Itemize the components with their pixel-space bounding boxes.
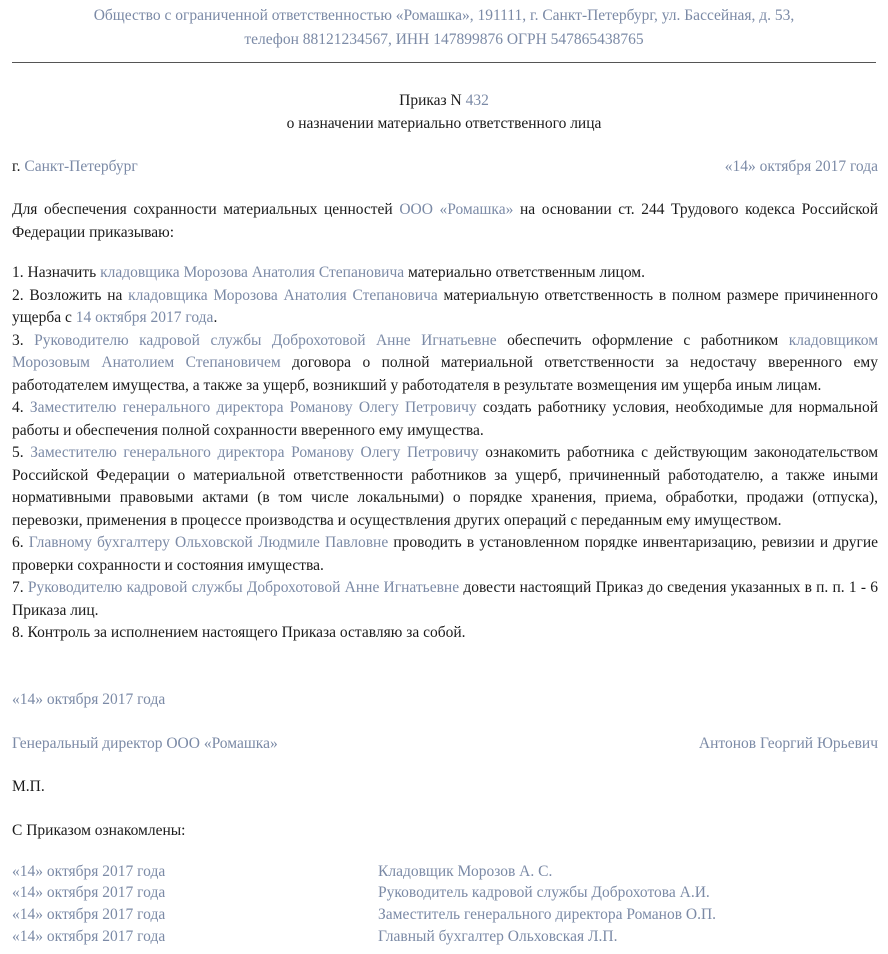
director-name: Антонов Георгий Юрьевич — [698, 735, 878, 752]
item-2-text-mid: материальную ответственность в полном размере причиненного ущерба с — [12, 286, 878, 326]
acq-date-2: «14» октября 2017 года — [12, 884, 166, 901]
item-4-number: 4. — [12, 399, 30, 416]
item-1-text: 1. Назначить — [12, 264, 101, 281]
order-number: 432 — [465, 92, 489, 109]
letterhead-line-2: телефон 88121234567, ИНН 147899876 ОГРН 547865438765 — [244, 31, 644, 48]
preamble — [12, 199, 878, 244]
item-3 — [12, 330, 878, 398]
acq-person-2: Руководитель кадровой службы Доброхотова А.И. — [378, 884, 710, 901]
item-4-fill: Заместителю генерального директора Романову Олегу Петровичу — [29, 399, 477, 416]
item-6-fill: Главному бухгалтеру Ольховской Людмиле Павловне — [28, 534, 389, 551]
item-4-text: создать работнику условия, необходимые для нормальной работы и обеспечения полной сохранности вверенного ему имущества. — [12, 399, 878, 439]
acq-person-1: Кладовщик Морозов А. С. — [378, 863, 553, 880]
item-7-fill: Руководителю кадровой службы Доброхотовой Анне Игнатьевне — [27, 579, 460, 596]
order-title-prefix: Приказ N — [399, 92, 466, 109]
item-7-text: довести настоящий Приказ до сведения указанных в п. п. 1 - 6 Приказа лиц. — [12, 579, 879, 619]
item-2-text: 2. Возложить на — [12, 286, 129, 304]
acq-date-4: «14» октября 2017 года — [12, 928, 166, 945]
item-5-text: ознакомить работника с действующим законодательством Российской Федерации о материальной ответственности работников за ущерб, причиненный работодателю, а также иными нормативными правовыми актами (в том числе локальными) о порядке хранения, приема, обработки, продажи (отпуска), перевозки, применения в процессе производства и осуществления других операций с переданным ему имуществом. — [12, 444, 879, 529]
item-3-text-mid: обеспечить оформление с работником — [496, 331, 789, 349]
item-4 — [12, 397, 878, 442]
acq-date-3: «14» октября 2017 года — [12, 906, 166, 923]
preamble-company: ООО «Ромашка» — [399, 201, 514, 218]
item-5-number: 5. — [12, 444, 31, 461]
acq-person-3: Заместитель генерального директора Романов О.П. — [378, 906, 717, 923]
letterhead-line-1: Общество с ограниченной ответственностью «Ромашка», 191111, г. Санкт-Петербург, ул. Бассейная, д. 53, — [93, 7, 795, 24]
acq-person-4: Главный бухгалтер Ольховская Л.П. — [378, 928, 618, 945]
closing-date: «14» октября 2017 года — [12, 691, 166, 708]
order-items — [12, 262, 878, 645]
item-1-text-end: материально ответственным лицом. — [404, 264, 645, 281]
item-3-number: 3. — [12, 331, 35, 349]
order-title — [0, 90, 888, 113]
item-5 — [12, 442, 878, 532]
item-8: 8. Контроль за исполнением настоящего Приказа оставляю за собой. — [12, 624, 466, 641]
item-6-number: 6. — [12, 534, 29, 551]
item-6-text: проводить в установленном порядке инвентаризацию, ревизии и другие проверки сохранности и состояния имущества. — [12, 534, 878, 574]
item-1-fill: кладовщика Морозова Анатолия Степановича — [100, 264, 405, 281]
order-date: «14» октября 2017 года — [724, 158, 878, 175]
item-3-fill-2: кладовщиком Морозовым Анатолием Степановичем — [12, 331, 879, 371]
item-5-fill: Заместителю генерального директора Романову Олегу Петровичу — [30, 444, 479, 461]
place-prefix: г. — [12, 158, 25, 175]
item-1 — [12, 262, 878, 285]
item-2-text-end: . — [213, 309, 218, 326]
acquainted-heading: С Приказом ознакомлены: — [12, 822, 186, 839]
item-3-text-end: договора о полной материальной ответственности за недостачу вверенного ему работодателем имущества, а также за ущерб, возникший у работодателя в результате возмещения им ущерба иным лицам. — [12, 354, 878, 394]
item-7-number: 7. — [12, 579, 28, 596]
letterhead — [0, 4, 888, 52]
order-subtitle: о назначении материально ответственного лица — [286, 115, 602, 132]
item-3-fill: Руководителю кадровой службы Доброхотовой Анне Игнатьевне — [34, 331, 497, 349]
item-2-date: 14 октября 2017 года — [75, 309, 214, 326]
item-2 — [12, 285, 878, 330]
item-7 — [12, 577, 878, 622]
preamble-text: Для обеспечения сохранности материальных ценностей — [12, 201, 400, 218]
item-2-fill: кладовщика Морозова Анатолия Степановича — [128, 286, 438, 304]
place-city: Санкт-Петербург — [24, 158, 138, 175]
stamp-place: М.П. — [12, 778, 45, 795]
acq-date-1: «14» октября 2017 года — [12, 863, 166, 880]
preamble-text-end: на основании ст. 244 Трудового кодекса Российской Федерации приказываю: — [12, 201, 879, 241]
item-6 — [12, 532, 878, 577]
director-position: Генеральный директор ООО «Ромашка» — [12, 735, 278, 752]
header-divider — [12, 62, 876, 63]
